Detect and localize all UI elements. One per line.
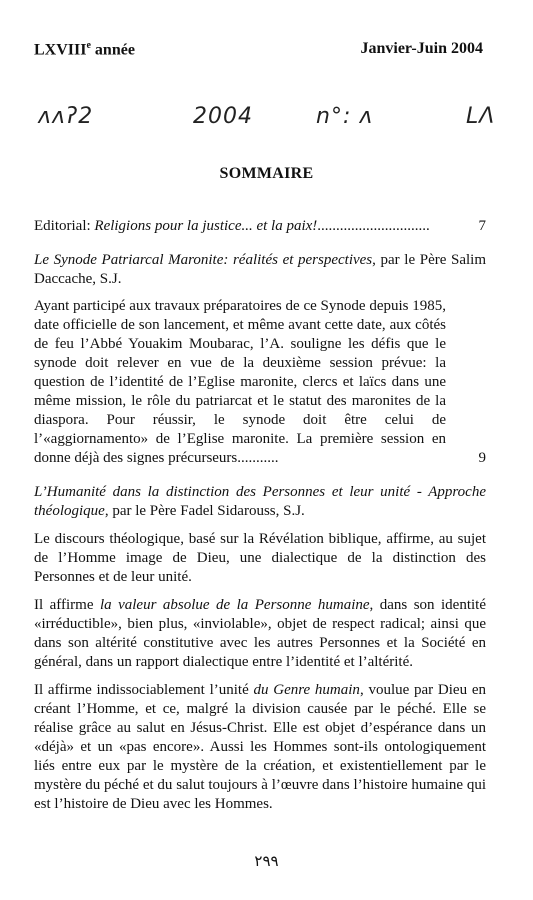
article2-author: , par le Père Fadel Sidarouss, S.J.: [104, 503, 305, 519]
editorial-title: Religions pour la justice... et la paix!: [94, 218, 318, 234]
article1-leader: ...........: [237, 450, 279, 466]
volume-ordinal: e: [86, 40, 91, 51]
article1-title: Le Synode Patriarcal Maronite: réalités et perspectives: [34, 252, 373, 268]
article1-author: , par le Père Salim Daccache, S.J.: [34, 252, 486, 287]
volume-label: [34, 40, 135, 59]
article1-heading: [34, 251, 486, 289]
page-title: SOMMAIRE: [219, 165, 314, 182]
volume-suffix: année: [94, 41, 135, 59]
toc-entry-editorial: [34, 217, 486, 236]
editorial-prefix: Editorial:: [34, 218, 95, 234]
editorial-page-number: 7: [478, 218, 486, 234]
handwritten-note-2: 2004: [193, 104, 253, 129]
toc-entry-article1: [34, 297, 486, 468]
article2-heading: [34, 483, 486, 521]
issue-period: Janvier-Juin 2004: [360, 40, 483, 57]
article2-paragraph-1: Le discours théologique, basé sur la Révélation biblique, affirme, au sujet de l’Homme image de Dieu, une dialectique de la distinction des Personnes et de leur unité.: [34, 531, 486, 585]
article1-page-number: 9: [478, 450, 486, 466]
article2-paragraph-2: Il affirme la valeur absolue de la Personne humaine, dans son identité «irréductible», bien plus, «inviolable», objet de respect radical; ainsi que dans son altérité constitutive avec les autres Personnes et la Société en général, dans un rapport dialectique entre l’identité et l’altérité.: [34, 597, 487, 670]
handwritten-note-4: LΛ: [466, 104, 496, 129]
editorial-leader: ..............................: [317, 218, 430, 234]
article2-title: L’Humanité dans la distinction des Personnes et leur unité - Approche théologique: [34, 484, 486, 519]
handwritten-note-1: ʌʌʔ2: [38, 104, 94, 129]
article2-paragraph-3: Il affirme indissociablement l’unité du Genre humain, voulue par Dieu en créant l’Homme, et ce, malgré la division causée par le péché. Elle se réalise grâce au salut en Jésus-Christ. Elle est objet d’espérance dans un «déjà» et un «pas encore». Aussi les Hommes sont-ils ontologiquement liés entre eux par le mystère de la création, et existentiellement par le mystère du péché et du salut toujours à l’œuvre dans l’histoire humaine qui est l’histoire de Dieu avec les Hommes.: [34, 682, 486, 812]
volume-number: LXVIII: [34, 41, 87, 59]
table-of-contents: [34, 217, 486, 814]
page-number-arabic: ٢٩٩: [254, 852, 279, 870]
article1-abstract: Ayant participé aux travaux préparatoires de ce Synode depuis 1985, date officielle de son lancement, et même avant cette date, aux côtés de feu l’Abbé Youakim Moubarac, l’A. souligne les défis que le synode doit relever en vue de la deuxième session prévue: la question de l’identité de l’Eglise maronite, clercs et laïcs dans une même mission, le rôle du patriarcat et le statut des maronites de la diaspora. Pour réussir, le synode doit être celui de l’«aggiornamento» de l’Eglise maronite. La première session en donne déjà des signes précurseurs...........: [34, 298, 446, 466]
handwritten-note-3: n°: ʌ: [316, 104, 374, 129]
